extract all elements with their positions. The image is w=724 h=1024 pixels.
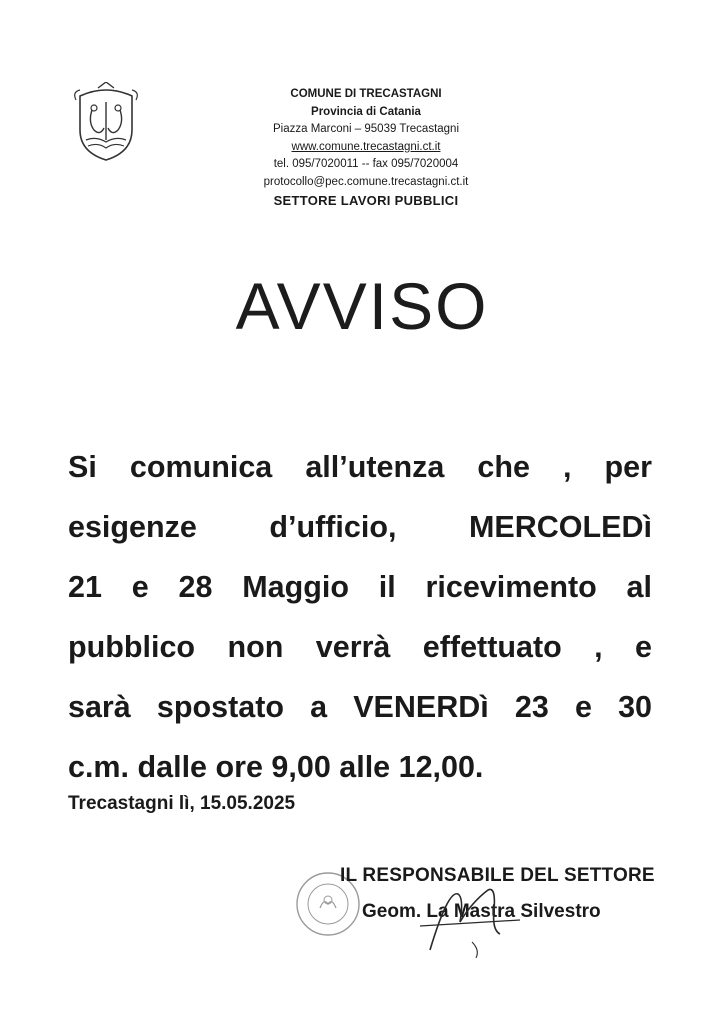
address: Piazza Marconi – 95039 Trecastagni	[272, 123, 460, 135]
body-line: pubblico non verrà effettuato , e	[68, 630, 652, 664]
handwritten-signature-icon	[360, 880, 560, 960]
letterhead	[225, 86, 507, 210]
body-line: esigenze d’ufficio, MERCOLEDì	[68, 510, 652, 544]
municipal-crest-icon	[70, 82, 142, 162]
provincia: Provincia di Catania	[311, 105, 421, 118]
pec-email: protocollo@pec.comune.trecastagni.ct.it	[263, 175, 469, 188]
notice-body	[68, 437, 652, 797]
body-line: sarà spostato a VENERDì 23 e 30	[68, 690, 652, 724]
settore: SETTORE LAVORI PUBBLICI	[273, 193, 459, 208]
website-link[interactable]: www.comune.trecastagni.ct.it	[291, 140, 441, 153]
comune-name: COMUNE DI TRECASTAGNI	[290, 88, 442, 100]
body-line: Si comunica all’utenza che , per	[68, 450, 652, 484]
date-line: Trecastagni lì, 15.05.2025	[68, 793, 296, 814]
phone-fax: tel. 095/7020011 -- fax 095/7020004	[273, 158, 459, 170]
body-line: c.m. dalle ore 9,00 alle 12,00.	[68, 750, 484, 784]
signatory-role: IL RESPONSABILE DEL SETTORE	[340, 865, 655, 886]
signatory-name: Geom. La Mastra Silvestro	[362, 901, 601, 922]
notice-title: AVVISO	[235, 269, 489, 343]
body-line: 21 e 28 Maggio il ricevimento al	[68, 570, 652, 604]
